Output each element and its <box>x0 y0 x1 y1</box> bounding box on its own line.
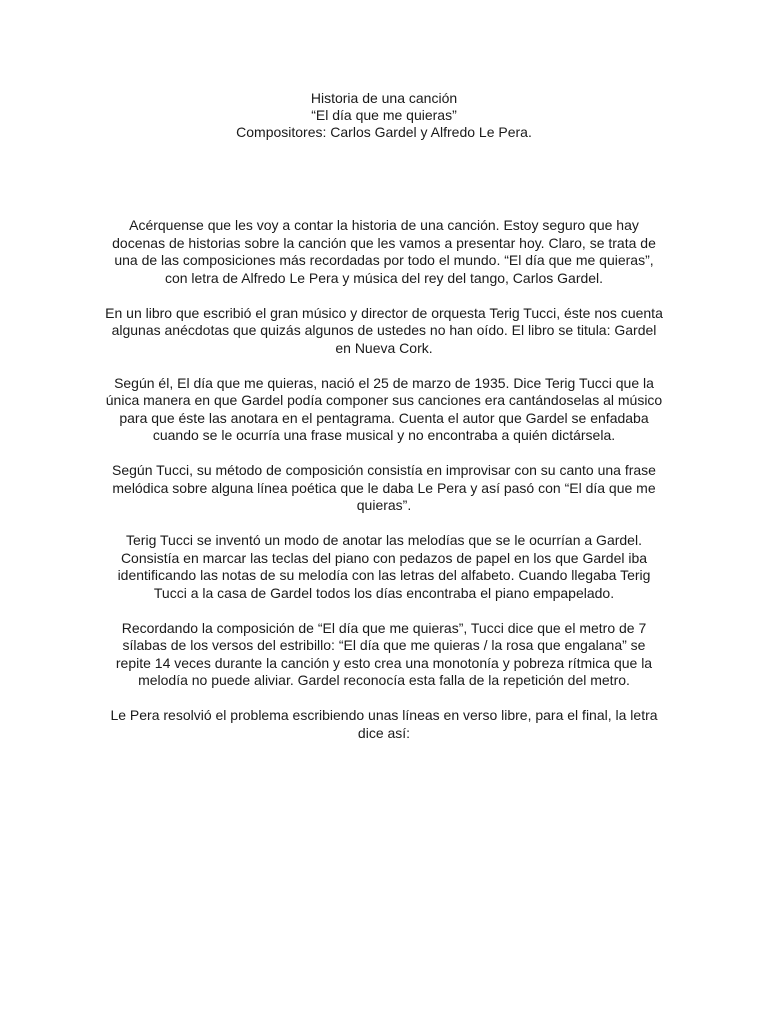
paragraph: Acérquense que les voy a contar la historia de una canción. Estoy seguro que hay docenas de historias sobre la canción que les vamos a presentar hoy. Claro, se trata de una de las composiciones más recordadas por todo el mundo. “El día que me quieras”, con letra de Alfredo Le Pera y música del rey del tango, Carlos Gardel. <box>112 217 656 286</box>
paragraph: Según Tucci, su método de composición consistía en improvisar con su canto una frase melódica sobre alguna línea poética que le daba Le Pera y así pasó con “El día que me quieras”. <box>112 462 656 513</box>
paragraph: Recordando la composición de “El día que me quieras”, Tucci dice que el metro de 7 sílabas de los versos del estribillo: “El día que me quieras / la rosa que engalana” se repite 14 veces durante la canción y esto crea una monotonía y pobreza rítmica que la melodía no puede aliviar. Gardel reconocía esta falla de la repetición del metro. <box>115 619 653 688</box>
paragraph: Según él, El día que me quieras, nació el 25 de marzo de 1935. Dice Terig Tucci que la única manera en que Gardel podía componer sus canciones era cantándoselas al músico para que éste las anotara en el pentagrama. Cuenta el autor que Gardel se enfadaba cuando se le ocurría una frase musical y no encontraba a quién dictársela. <box>105 374 663 443</box>
composers-line: Compositores: Carlos Gardel y Alfredo Le Pera. <box>236 124 532 140</box>
document-title: Historia de una canción <box>310 90 458 106</box>
document-body <box>104 217 664 742</box>
song-title: “El día que me quieras” <box>311 107 457 123</box>
paragraph: Le Pera resolvió el problema escribiendo unas líneas en verso libre, para el final, la letra dice así: <box>110 707 658 741</box>
paragraph: En un libro que escribió el gran músico y director de orquesta Terig Tucci, éste nos cuenta algunas anécdotas que quizás algunos de ustedes no han oído. El libro se titula: Gardel en Nueva Cork. <box>105 304 663 356</box>
paragraph: Terig Tucci se inventó un modo de anotar las melodías que se le ocurrían a Gardel. Consistía en marcar las teclas del piano con pedazos de papel en los que Gardel iba identificando las notas de su melodía con las letras del alfabeto. Cuando llegaba Terig Tucci a la casa de Gardel todos los días encontraba el piano empapelado. <box>117 532 651 601</box>
document-header <box>104 90 664 141</box>
